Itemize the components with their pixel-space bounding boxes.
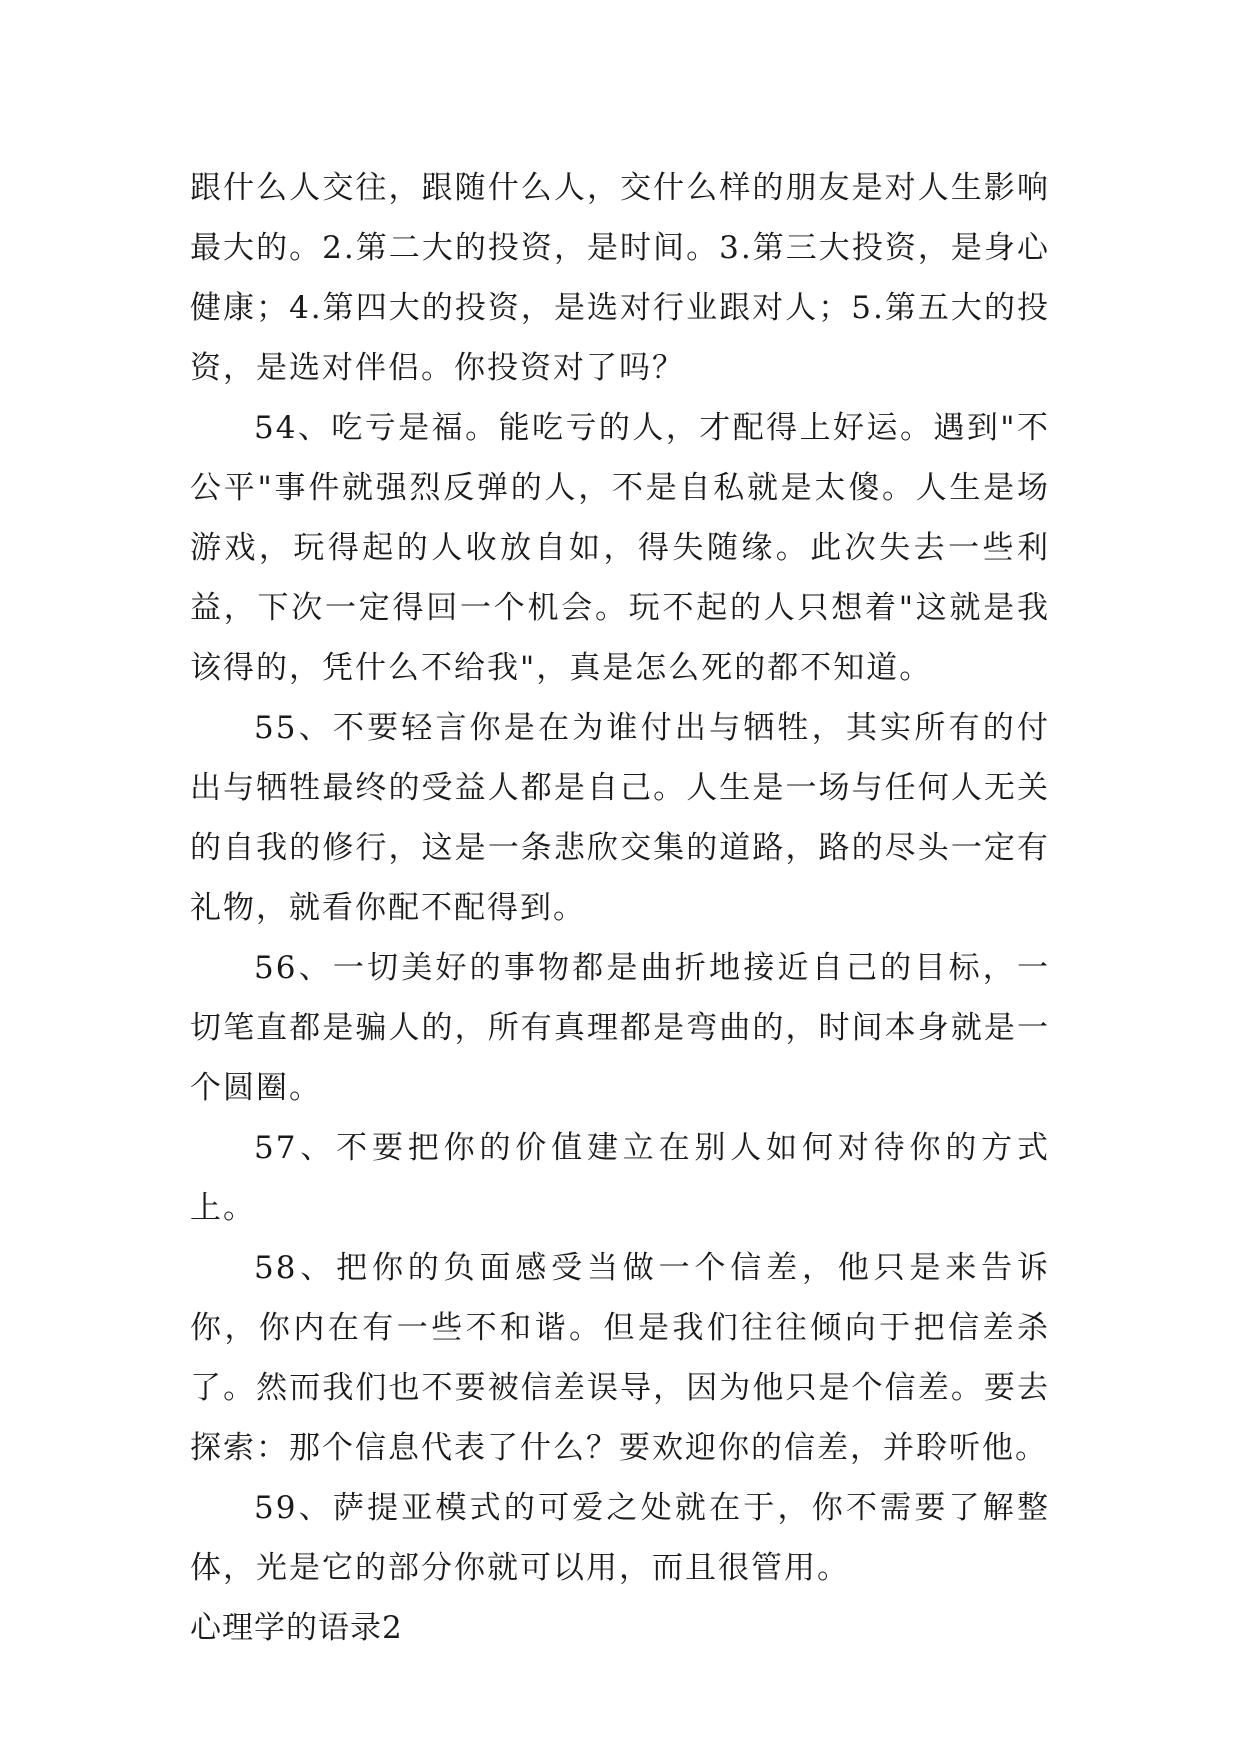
paragraph-54: 54、吃亏是福。能吃亏的人，才配得上好运。遇到"不公平"事件就强烈反弹的人，不是自私就是太傻。人生是场游戏，玩得起的人收放自如，得失随缘。此次失去一些利益，下次一定得回一个机会。玩不起的人只想着"这就是我该得的，凭什么不给我"，真是怎么死的都不知道。 xyxy=(190,410,1050,686)
paragraph-investment: 跟什么人交往，跟随什么人，交什么样的朋友是对人生影响最大的。2.第二大的投资，是时间。3.第三大投资，是身心健康；4.第四大的投资，是选对行业跟对人；5.第五大的投资，是选对伴侣。你投资对了吗？ xyxy=(190,170,1050,386)
paragraph-59: 59、萨提亚模式的可爱之处就在于，你不需要了解整体，光是它的部分你就可以用，而且很管用。 xyxy=(190,1490,1050,1586)
paragraph-57: 57、不要把你的价值建立在别人如何对待你的方式上。 xyxy=(190,1130,1050,1226)
document-body xyxy=(190,158,1050,1658)
paragraph-58: 58、把你的负面感受当做一个信差，他只是来告诉你，你内在有一些不和谐。但是我们往往倾向于把信差杀了。然而我们也不要被信差误导，因为他只是个信差。要去探索：那个信息代表了什么？要欢迎你的信差，并聆听他。 xyxy=(190,1250,1050,1466)
paragraph-55: 55、不要轻言你是在为谁付出与牺牲，其实所有的付出与牺牲最终的受益人都是自己。人生是一场与任何人无关的自我的修行，这是一条悲欣交集的道路，路的尽头一定有礼物，就看你配不配得到。 xyxy=(190,710,1050,926)
paragraph-56: 56、一切美好的事物都是曲折地接近自己的目标，一切笔直都是骗人的，所有真理都是弯曲的，时间本身就是一个圆圈。 xyxy=(190,950,1050,1106)
section-heading: 心理学的语录2 xyxy=(190,1610,403,1646)
